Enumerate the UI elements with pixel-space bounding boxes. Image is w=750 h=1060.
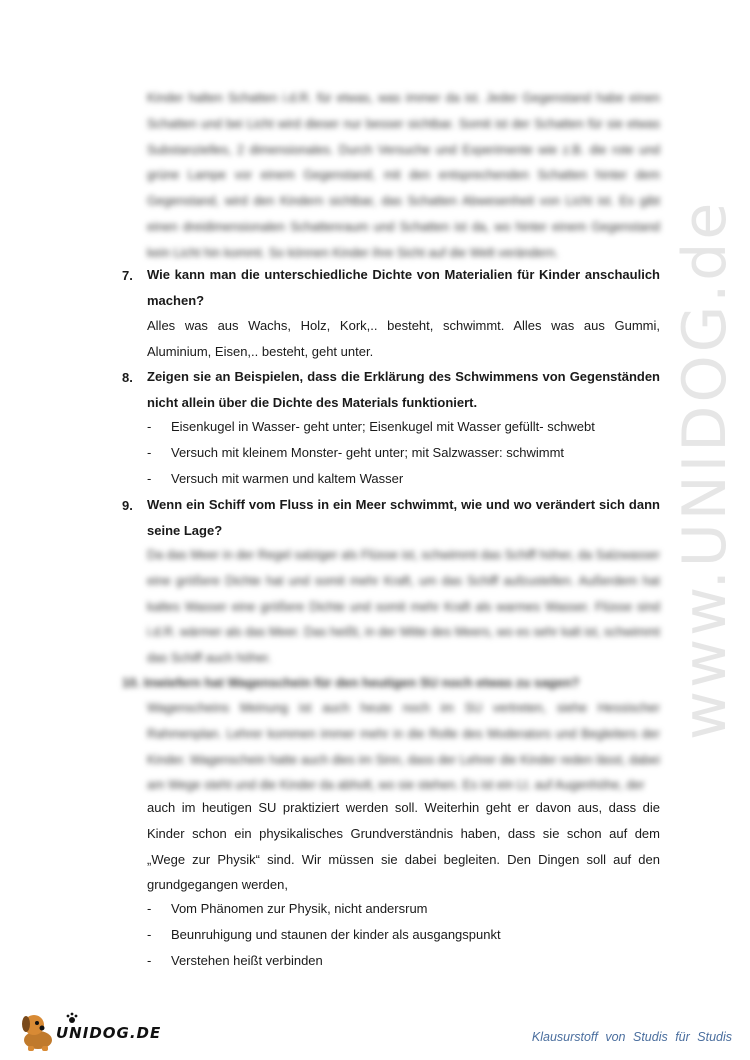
question-10-answer-blurred: Wagenscheins Meinung ist auch heute noch im SU vertreten, siehe Hessischer Rahmenplan. Lehrer kommen immer mehr in die Rolle des Moderators und Begleiters der Kinder. Wagenschein hatte auch dies im Sinn, dass der Lehrer die Kinder reden lässt, dabei am Wege steht und die Kinder da abholt, wo sie stehen. Es ist ein Lt. auf Augenhöhe, der [147,701,660,793]
bullet-text: Versuch mit kleinem Monster- geht unter; mit Salzwasser: schwimmt [171,445,565,460]
question-7-answer: Alles was aus Wachs, Holz, Kork,.. besteht, schwimmt. Alles was aus Gummi, Aluminium, Eisen,.. besteht, geht unter. [147,318,660,359]
question-10-text-blurred: 10. Inwiefern hat Wagenschein für den heutigen SU noch etwas zu sagen? [122,675,580,690]
bullet-text: Verstehen heißt verbinden [171,953,323,968]
bullet-dash: - [147,927,152,942]
bullet-text: Eisenkugel in Wasser- geht unter; Eisenkugel mit Wasser gefüllt- schwebt [171,419,595,434]
intro-paragraph-blurred: Kinder halten Schatten i.d.R. für etwas, was immer da ist. Jeder Gegenstand habe einen Schatten und bei Licht wird dieser nur besser sichtbar. Somit ist der Schatten für sie etwas Substanzielles, 2 dimensionales. Durch Versuche und Experimente wie z.B. die rote und grüne Lampe vor einem Gegenstand, mit den entsprechenden Schatten hinter dem Gegenstand, wird den Kindern sichtbar, das Schatten Abwesenheit von Licht ist. Es gibt einen dreidimensionalen Schattenraum und Schatten ist da, wo hinter einem Gegenstand kein Licht hin kommt. So können Kinder ihre Sicht auf die Welt verändern. [147,91,660,260]
dog-icon [16,1010,60,1052]
bullet-text: Versuch mit warmen und kaltem Wasser [171,471,404,486]
question-10-answer: auch im heutigen SU praktiziert werden soll. Weiterhin geht er davon aus, dass die Kinder schon ein physikalisches Grundverständnis haben, dass sie schon auf dem „Wege zur Physik“ sind. Wir müssen sie dabei begleiten. Den Dingen soll auf den grundgegangen werden, [147,800,660,893]
question-9-text: Wenn ein Schiff vom Fluss in ein Meer schwimmt, wie und wo verändert sich dann seine Lage? [147,497,660,538]
question-8-text: Zeigen sie an Beispielen, dass die Erklärung des Schwimmens von Gegenständen nicht allein über die Dichte des Materials funktioniert. [147,369,660,410]
question-9-answer-blurred: Da das Meer in der Regel salziger als Flüsse ist, schwimmt das Schiff höher, da Salzwasser eine größere Dichte hat und somit mehr Kraft, um das Schiff aufzustellen. Außerdem hat kaltes Wasser eine größere Dichte und somit mehr Kraft als warmes Wasser. Flüsse sind i.d.R. wärmer als das Meer. Das heißt, in der Mitte des Meers, wo es sehr kalt ist, schwimmt das Schiff auch höher. [147,548,660,666]
bullet-dash: - [147,901,152,916]
bullet-dash: - [147,445,152,460]
question-7-text: Wie kann man die unterschiedliche Dichte von Materialien für Kinder anschaulich machen? [147,267,660,308]
paw-icon [66,1012,78,1024]
watermark [660,199,740,740]
question-7-number: 7. [122,268,133,283]
logo-text: UNIDOG.DE [56,1024,162,1042]
bullet-text: Vom Phänomen zur Physik, nicht andersrum [171,901,428,916]
question-9-number: 9. [122,498,133,513]
bullet-text: Beunruhigung und staunen der kinder als ausgangspunkt [171,927,501,942]
bullet-dash: - [147,471,152,486]
bullet-dash: - [147,419,152,434]
footer-tagline: Klausurstoff von Studis für Studis [531,1030,732,1044]
watermark-text: www.UNIDOG.de [670,199,740,740]
question-8-number: 8. [122,370,133,385]
bullet-dash: - [147,953,152,968]
